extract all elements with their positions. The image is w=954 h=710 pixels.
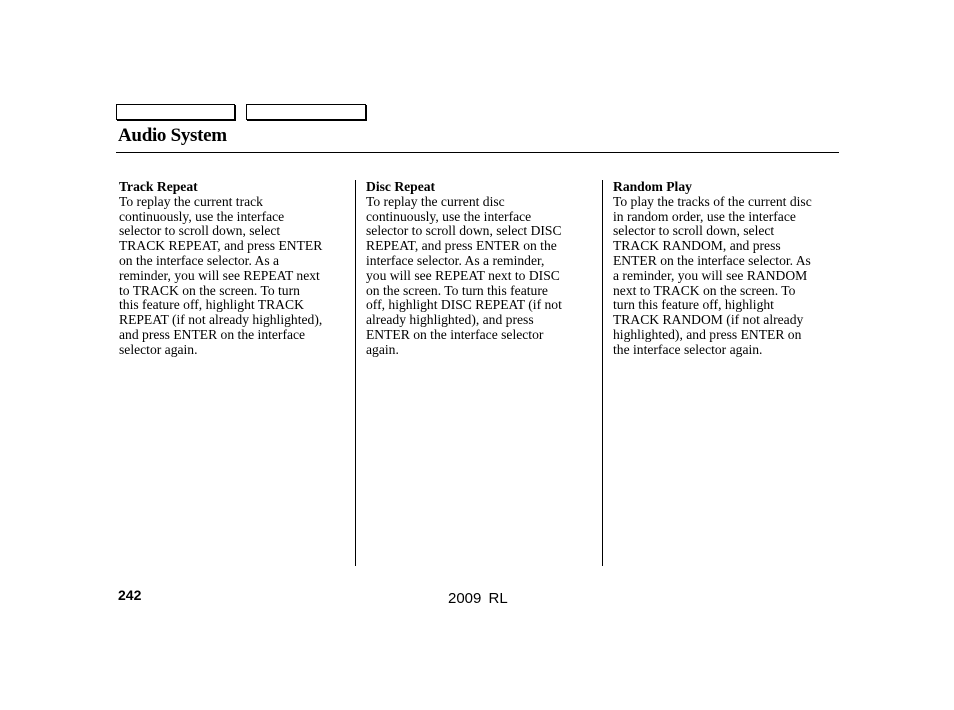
body-line: selector to scroll down, select: [613, 223, 775, 239]
body-line: in random order, use the interface: [613, 208, 796, 224]
body-line: interface selector. As a reminder,: [366, 252, 545, 268]
body-line: off, highlight DISC REPEAT (if not: [366, 297, 562, 313]
body-line: reminder, you will see REPEAT next: [119, 267, 320, 283]
body-line: a reminder, you will see RANDOM: [613, 267, 808, 283]
section-heading: Random Play: [613, 179, 692, 194]
section-random-play: [613, 180, 841, 358]
body-line: selector to scroll down, select: [119, 223, 281, 239]
section-disc-repeat: [366, 180, 598, 358]
footer-model-label: 2009 RL: [448, 590, 508, 607]
body-line: you will see REPEAT next to DISC: [366, 267, 560, 283]
body-line: continuously, use the interface: [119, 208, 285, 224]
body-line: ENTER on the interface selector. As: [613, 252, 811, 268]
body-line: on the screen. To turn this feature: [366, 282, 548, 298]
body-line: To replay the current track: [119, 193, 263, 209]
body-line: next to TRACK on the screen. To: [613, 282, 796, 298]
section-body: [366, 195, 598, 358]
body-line: the interface selector again.: [613, 341, 763, 357]
body-line: REPEAT (if not already highlighted),: [119, 312, 323, 328]
body-line: continuously, use the interface: [366, 208, 532, 224]
body-line: this feature off, highlight TRACK: [119, 297, 304, 313]
body-line: and press ENTER on the interface: [119, 326, 306, 342]
body-line: selector to scroll down, select DISC: [366, 223, 562, 239]
body-line: REPEAT, and press ENTER on the: [366, 238, 557, 254]
body-line: ENTER on the interface selector: [366, 326, 544, 342]
body-line: already highlighted), and press: [366, 312, 534, 328]
body-line: To play the tracks of the current disc: [613, 193, 812, 209]
section-body: [613, 195, 841, 358]
body-line: again.: [366, 341, 399, 357]
nav-button-next[interactable]: [246, 104, 366, 120]
page-number: 242: [118, 587, 142, 603]
body-line: highlighted), and press ENTER on: [613, 326, 802, 342]
column-divider: [602, 180, 603, 566]
title-divider: [116, 152, 839, 153]
column-divider: [355, 180, 356, 566]
body-line: turn this feature off, highlight: [613, 297, 774, 313]
section-track-repeat: [119, 180, 351, 358]
body-line: To replay the current disc: [366, 193, 505, 209]
body-line: on the interface selector. As a: [119, 252, 280, 268]
section-heading: Disc Repeat: [366, 179, 436, 194]
body-line: TRACK RANDOM (if not already: [613, 312, 804, 328]
page-title: Audio System: [118, 125, 227, 146]
body-line: to TRACK on the screen. To turn: [119, 282, 300, 298]
body-line: selector again.: [119, 341, 198, 357]
body-line: TRACK REPEAT, and press ENTER: [119, 238, 323, 254]
nav-button-previous[interactable]: [116, 104, 235, 120]
section-body: [119, 195, 351, 358]
body-line: TRACK RANDOM, and press: [613, 238, 781, 254]
section-heading: Track Repeat: [119, 179, 198, 194]
